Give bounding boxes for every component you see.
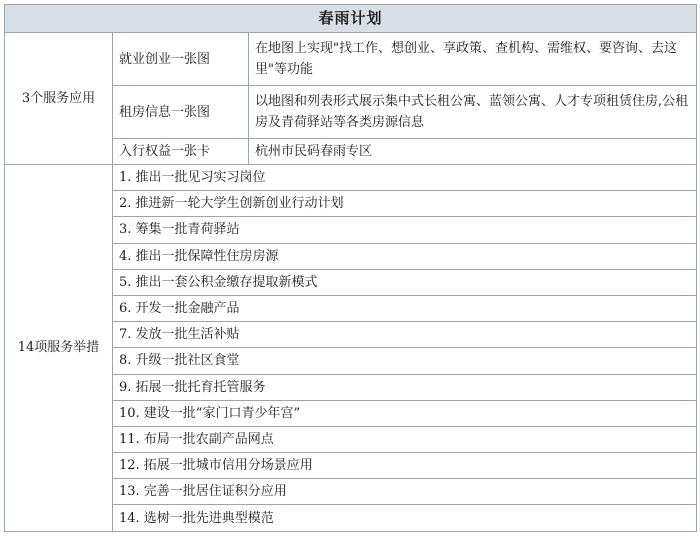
measure-item: 6. 开发一批金融产品: [113, 295, 697, 321]
measure-item: 3. 筹集一批青荷驿站: [113, 217, 697, 243]
measure-row: [5, 165, 697, 191]
service-row: [5, 33, 697, 86]
measure-item: 1. 推出一批见习实习岗位: [113, 165, 697, 191]
service-description: 以地图和列表形式展示集中式长租公寓、蓝领公寓、人才专项租赁住房,公租房及青荷驿站等各类房源信息: [249, 86, 697, 139]
measure-item: 12. 拓展一批城市信用分场景应用: [113, 453, 697, 479]
measure-item: 11. 布局一批农副产品网点: [113, 426, 697, 452]
measures-group-label: 14项服务举措: [5, 165, 113, 532]
table-title: 春雨计划: [5, 5, 697, 33]
measure-item: 9. 拓展一批托育托管服务: [113, 374, 697, 400]
measure-item: 7. 发放一批生活补贴: [113, 322, 697, 348]
services-group-label: 3个服务应用: [5, 33, 113, 165]
measure-item: 10. 建设一批“家门口青少年宫”: [113, 400, 697, 426]
measure-item: 4. 推出一批保障性住房房源: [113, 243, 697, 269]
service-name: 就业创业一张图: [113, 33, 249, 86]
measure-item: 13. 完善一批居住证积分应用: [113, 479, 697, 505]
spring-rain-plan-table: [4, 4, 697, 532]
service-name: 入行权益一张卡: [113, 139, 249, 165]
measure-item: 8. 升级一批社区食堂: [113, 348, 697, 374]
measure-item: 5. 推出一套公积金缴存提取新模式: [113, 269, 697, 295]
service-name: 租房信息一张图: [113, 86, 249, 139]
service-description: 杭州市民码春雨专区: [249, 139, 697, 165]
service-description: 在地图上实现"找工作、想创业、享政策、查机构、需维权、要咨询、去这里"等功能: [249, 33, 697, 86]
measure-item: 2. 推进新一轮大学生创新创业行动计划: [113, 191, 697, 217]
measure-item: 14. 选树一批先进典型模范: [113, 505, 697, 531]
